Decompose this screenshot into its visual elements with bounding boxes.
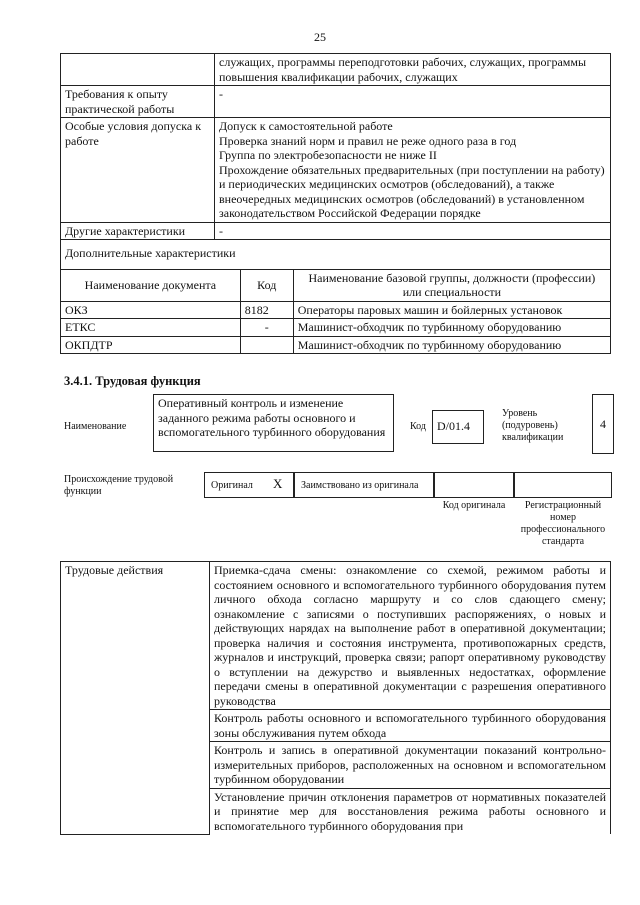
table-header-row	[61, 269, 611, 301]
condition-line: Прохождение обязательных предварительных (при поступлении на работу) и периодических медицинских осмотров (обследований), а также внеочередных медицинских осмотров (обследований) в установленном законодательством Российской Федерации порядке	[219, 162, 605, 220]
function-name-box: Оперативный контроль и изменение заданного режима работы основного и вспомогательного турбинного оборудования	[153, 394, 394, 452]
row-label: Требования к опыту практической работы	[61, 86, 215, 118]
doc-code: -	[240, 319, 293, 337]
action-item: Контроль работы основного и вспомогательного турбинного оборудования зоны обслуживания путем обхода	[210, 710, 611, 742]
reg-caption: Регистрационный номер профессионального стандарта	[520, 500, 606, 547]
doc-title: Операторы паровых машин и бойлерных установок	[293, 301, 610, 319]
col-header-document: Наименование документа	[61, 269, 241, 301]
table-row	[61, 301, 611, 319]
table-row	[61, 86, 611, 118]
level-box: 4	[592, 394, 614, 454]
table-row	[61, 562, 611, 710]
borrowed-label: Заимствовано из оригинала	[301, 480, 419, 491]
actions-label: Трудовые действия	[61, 562, 210, 835]
condition-line: Группа по электробезопасности не ниже II	[219, 148, 437, 162]
origin-label: Происхождение трудовой функции	[64, 474, 174, 497]
condition-line: Допуск к самостоятельной работе	[219, 119, 393, 133]
table-row	[61, 118, 611, 223]
labor-actions-table	[60, 561, 611, 835]
col-header-title: Наименование базовой группы, должности (профессии) или специальности	[293, 269, 610, 301]
doc-name: ОКЗ	[61, 301, 241, 319]
table-row	[61, 240, 611, 270]
table-row	[61, 319, 611, 337]
doc-title: Машинист-обходчик по турбинному оборудованию	[293, 336, 610, 354]
continuation-text: служащих, программы переподготовки рабочих, служащих, программы повышения квалификации рабочих, служащих	[215, 54, 611, 86]
qualification-table	[60, 53, 611, 354]
reg-number-box	[514, 472, 612, 498]
doc-name: ЕТКС	[61, 319, 241, 337]
section-title: 3.4.1. Трудовая функция	[64, 374, 201, 388]
row-label: Особые условия допуска к работе	[61, 118, 215, 223]
borrowed-box	[294, 472, 434, 498]
action-item: Приемка-сдача смены: ознакомление со схемой, режимом работы и состоянием основного и вспомогательного турбинного оборудования путем личного обхода согласно маршруту и со слов сдающего смену; ознакомление с записями о поступивших распоряжениях, о новых и действующих нарядах на выполнение работ в оперативной документации; проверка наличия и состояния инструмента, противопожарных средств, журналов и инструкций, проверка связи; рапорт оперативному руководству о вступлении на дежурство и выявленных недостатках, оформление передачи смены в оперативной документации с разрешения оперативного руководства	[210, 562, 611, 710]
condition-line: Проверка знаний норм и правил не реже одного раза в год	[219, 133, 517, 148]
orig-code-box	[434, 472, 514, 498]
name-label: Наименование	[64, 421, 127, 432]
col-header-code: Код	[240, 269, 293, 301]
code-box: D/01.4	[432, 410, 484, 444]
table-row	[61, 54, 611, 86]
table-row	[61, 222, 611, 240]
doc-title: Машинист-обходчик по турбинному оборудованию	[293, 319, 610, 337]
orig-code-caption: Код оригинала	[442, 500, 506, 511]
doc-code: 8182	[240, 301, 293, 319]
level-label: Уровень (подуровень) квалификации	[502, 408, 564, 443]
action-item: Установление причин отклонения параметров от нормативных показателей и принятие мер для восстановления режима работы основного и вспомогательного турбинного оборудования при	[210, 788, 611, 834]
doc-name: ОКПДТР	[61, 336, 241, 354]
doc-code	[240, 336, 293, 354]
original-mark: X	[273, 476, 283, 491]
row-value: -	[215, 222, 611, 240]
row-value	[215, 118, 611, 223]
action-item: Контроль и запись в оперативной документации показаний контрольно-измерительных приборов, расположенных на основном и вспомогательном турбинном оборудовании	[210, 742, 611, 789]
code-label: Код	[410, 421, 426, 432]
table-row	[61, 336, 611, 354]
original-label: Оригинал	[211, 480, 253, 491]
row-value: -	[215, 86, 611, 118]
original-box	[204, 472, 294, 498]
row-label: Другие характеристики	[61, 222, 215, 240]
additional-characteristics: Дополнительные характеристики	[61, 240, 611, 270]
page-number: 25	[314, 30, 326, 44]
